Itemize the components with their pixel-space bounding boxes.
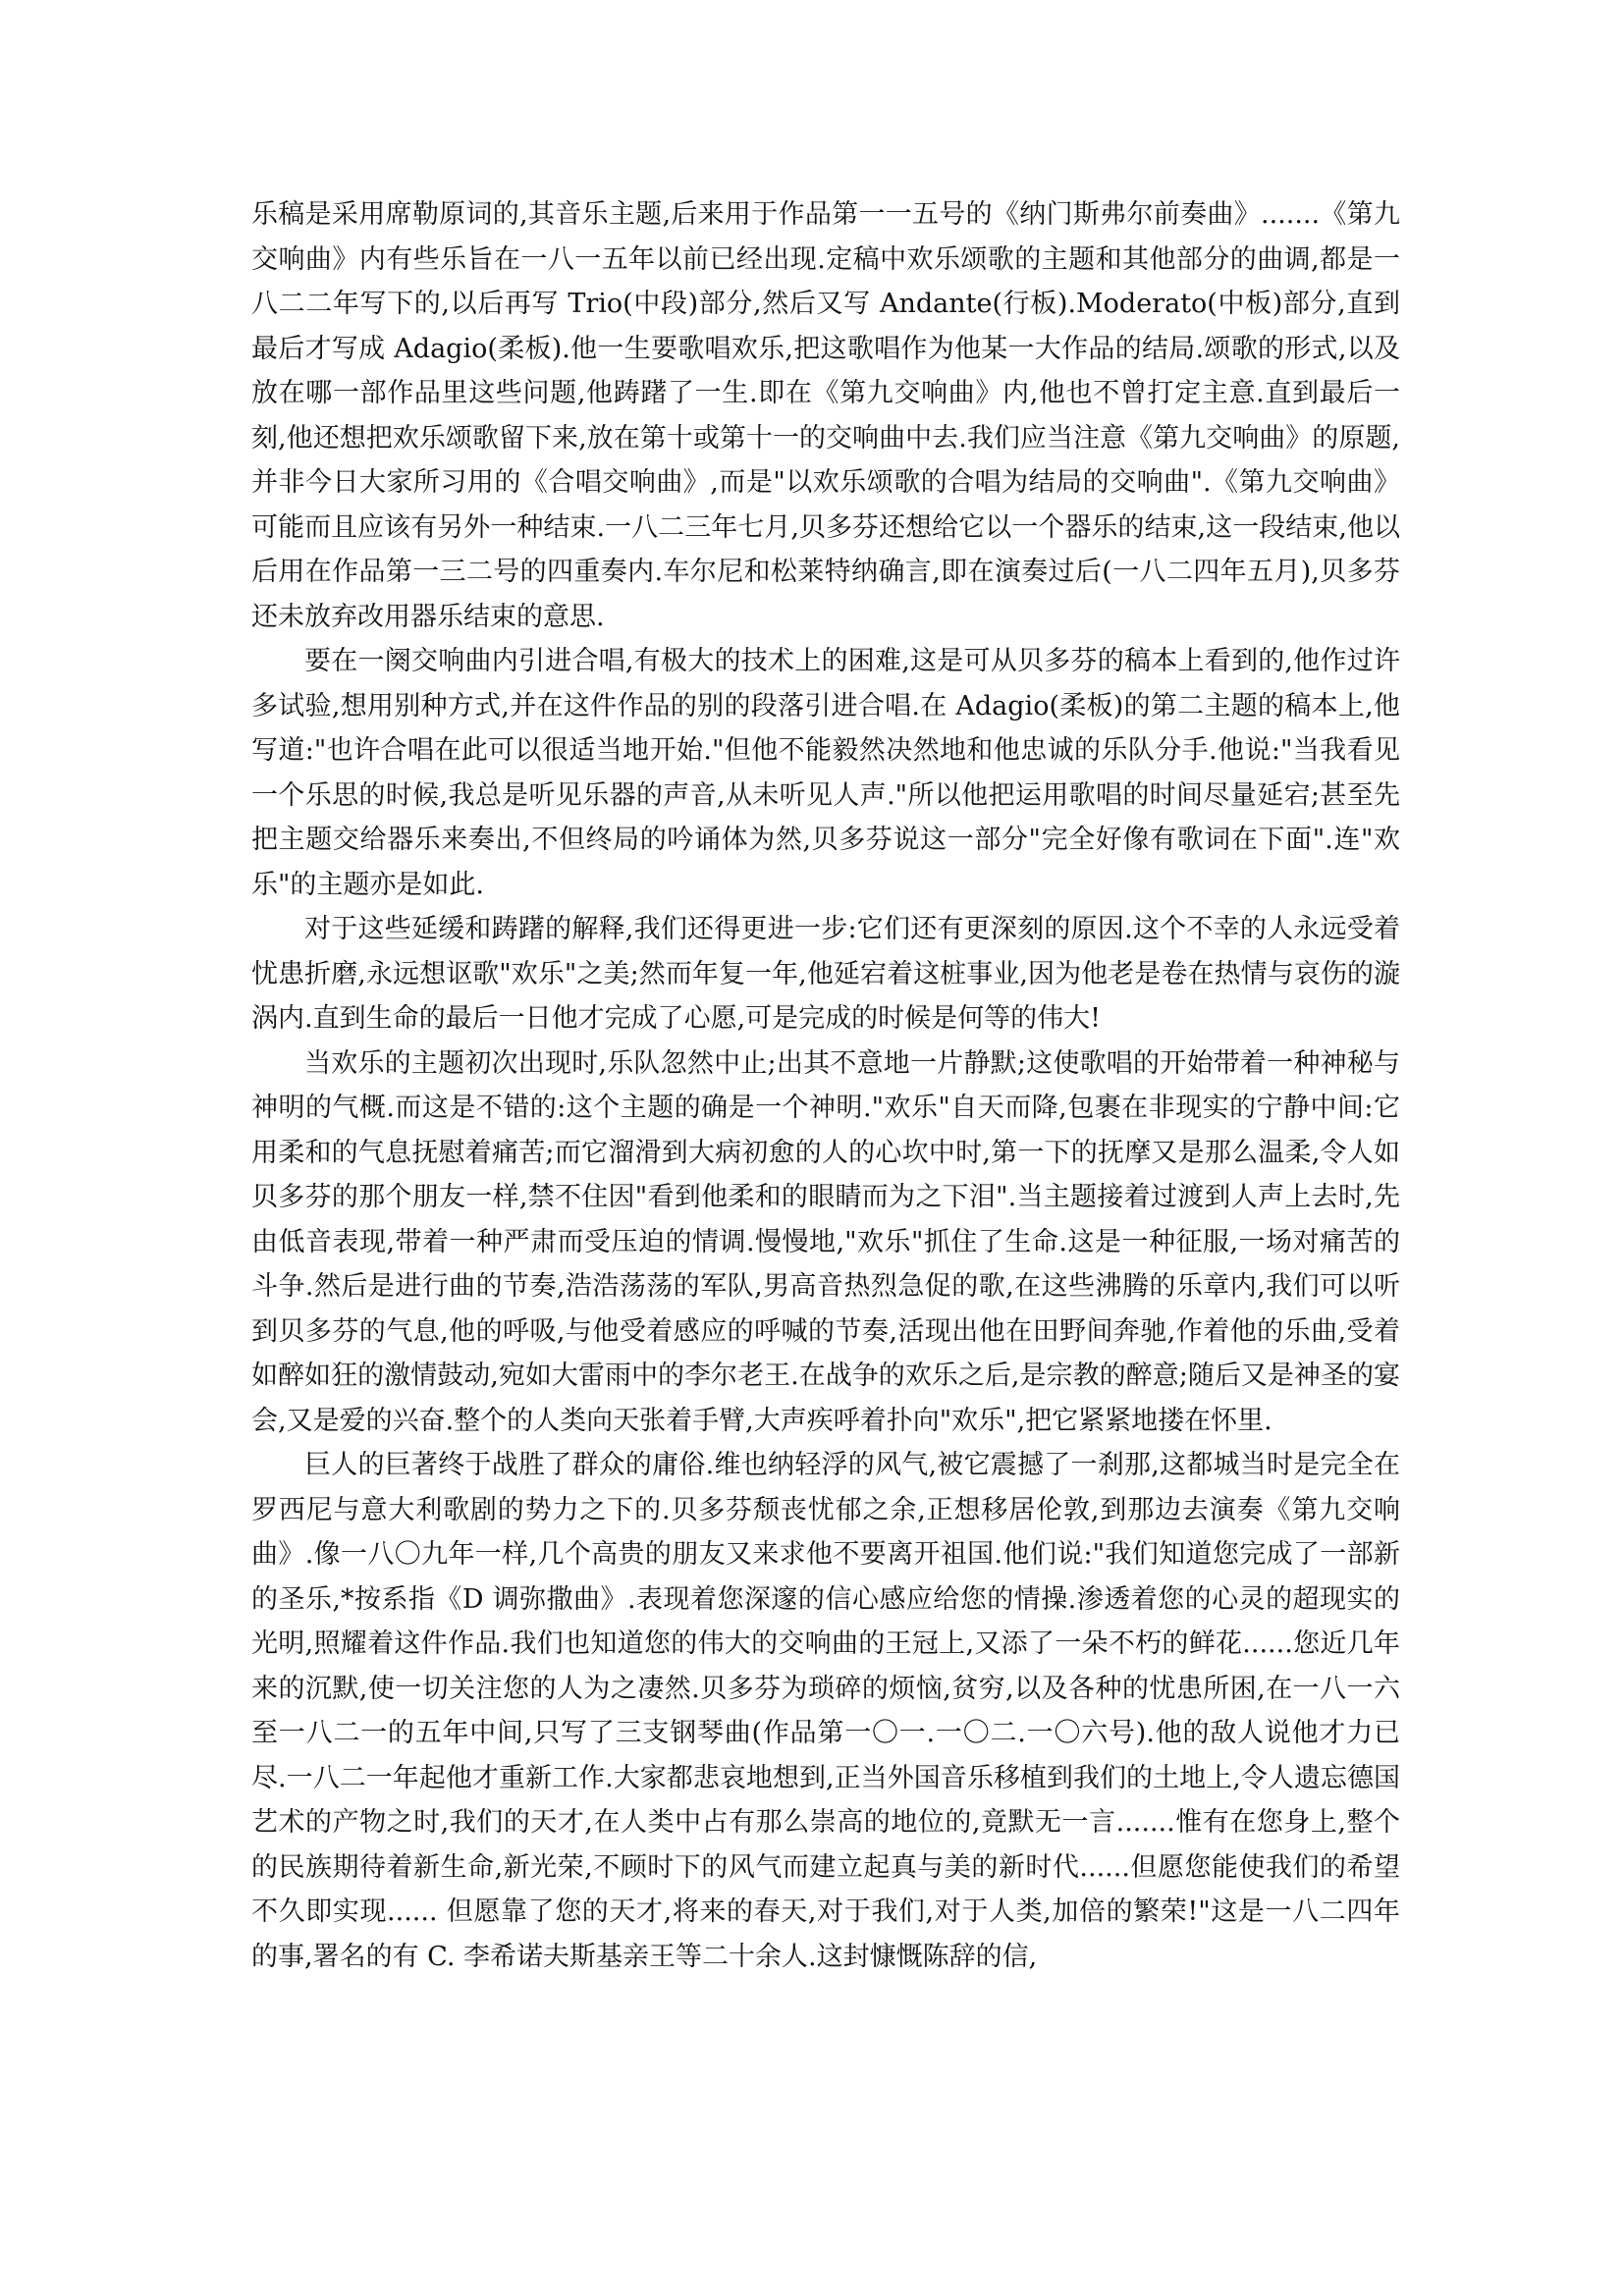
paragraph-3: 对于这些延缓和踌躇的解释,我们还得更进一步:它们还有更深刻的原因.这个不幸的人永远受着忧患折磨,永远想讴歌"欢乐"之美;然而年复一年,他延宕着这桩事业,因为他老是卷在热情与哀伤的漩涡内.直到生命的最后一日他才完成了心愿,可是完成的时候是何等的伟大! — [251, 914, 1400, 1034]
paragraph-4: 当欢乐的主题初次出现时,乐队忽然中止;出其不意地一片静默;这使歌唱的开始带着一种神秘与神明的气概.而这是不错的:这个主题的确是一个神明."欢乐"自天而降,包裹在非现实的宁静中间:它用柔和的气息抚慰着痛苦;而它溜滑到大病初愈的人的心坎中时,第一下的抚摩又是那么温柔,令人如贝多芬的那个朋友一样,禁不住因"看到他柔和的眼睛而为之下泪".当主题接着过渡到人声上去时,先由低音表现,带着一种严肃而受压迫的情调.慢慢地,"欢乐"抓住了生命.这是一种征服,一场对痛苦的斗争.然后是进行曲的节奏,浩浩荡荡的军队,男高音热烈急促的歌,在这些沸腾的乐章内,我们可以听到贝多芬的气息,他的呼吸,与他受着感应的呼喊的节奏,活现出他在田野间奔驰,作着他的乐曲,受着如醉如狂的激情鼓动,宛如大雷雨中的李尔老王.在战争的欢乐之后,是宗教的醉意;随后又是神圣的宴会,又是爱的兴奋.整个的人类向天张着手臂,大声疾呼着扑向"欢乐",把它紧紧地搂在怀里. — [251, 1047, 1400, 1436]
paragraph-1: 乐稿是采用席勒原词的,其音乐主题,后来用于作品第一一五号的《纳门斯弗尔前奏曲》.......《第九交响曲》内有些乐旨在一八一五年以前已经出现.定稿中欢乐颂歌的主题和其他部分的曲调,都是一八二二年写下的,以后再写 Trio(中段)部分,然后又写 Andante(行板).Moderato(中板)部分,直到最后才写成 Adagio(柔板).他一生要歌唱欢乐,把这歌唱作为他某一大作品的结局.颂歌的形式,以及放在哪一部作品里这些问题,他踌躇了一生.即在《第九交响曲》内,他也不曾打定主意.直到最后一刻,他还想把欢乐颂歌留下来,放在第十或第十一的交响曲中去.我们应当注意《第九交响曲》的原题,并非今日大家所习用的《合唱交响曲》,而是"以欢乐颂歌的合唱为结局的交响曲".《第九交响曲》可能而且应该有另外一种结束.一八二三年七月,贝多芬还想给它以一个器乐的结束,这一段结束,他以后用在作品第一三二号的四重奏内.车尔尼和松莱特纳确言,即在演奏过后(一八二四年五月),贝多芬还未放弃改用器乐结束的意思. — [251, 199, 1400, 632]
document-page — [251, 192, 1400, 1979]
paragraph-5: 巨人的巨著终于战胜了群众的庸俗.维也纳轻浮的风气,被它震撼了一刹那,这都城当时是完全在罗西尼与意大利歌剧的势力之下的.贝多芬颓丧忧郁之余,正想移居伦敦,到那边去演奏《第九交响曲》.像一八〇九年一样,几个高贵的朋友又来求他不要离开祖国.他们说:"我们知道您完成了一部新的圣乐,*按系指《D 调弥撒曲》.表现着您深邃的信心感应给您的情操.渗透着您的心灵的超现实的光明,照耀着这件作品.我们也知道您的伟大的交响曲的王冠上,又添了一朵不朽的鲜花......您近几年来的沉默,使一切关注您的人为之凄然.贝多芬为琐碎的烦恼,贫穷,以及各种的忧患所困,在一八一六至一八二一的五年中间,只写了三支钢琴曲(作品第一〇一.一〇二.一〇六号).他的敌人说他才力已尽.一八二一年起他才重新工作.大家都悲哀地想到,正当外国音乐移植到我们的土地上,令人遗忘德国艺术的产物之时,我们的天才,在人类中占有那么崇高的地位的,竟默无一言.......惟有在您身上,整个的民族期待着新生命,新光荣,不顾时下的风气而建立起真与美的新时代......但愿您能使我们的希望不久即实现...... 但愿靠了您的天才,将来的春天,对于我们,对于人类,加倍的繁荣!"这是一八二四年的事,署名的有 C. 李希诺夫斯基亲王等二十余人.这封慷慨陈辞的信, — [251, 1450, 1400, 1972]
paragraph-2: 要在一阕交响曲内引进合唱,有极大的技术上的困难,这是可从贝多芬的稿本上看到的,他作过许多试验,想用别种方式,并在这件作品的别的段落引进合唱.在 Adagio(柔板)的第二主题的稿本上,他写道:"也许合唱在此可以很适当地开始."但他不能毅然决然地和他忠诚的乐队分手.他说:"当我看见一个乐思的时候,我总是听见乐器的声音,从未听见人声."所以他把运用歌唱的时间尽量延宕;甚至先把主题交给器乐来奏出,不但终局的吟诵体为然,贝多芬说这一部分"完全好像有歌词在下面".连"欢乐"的主题亦是如此. — [251, 646, 1400, 900]
